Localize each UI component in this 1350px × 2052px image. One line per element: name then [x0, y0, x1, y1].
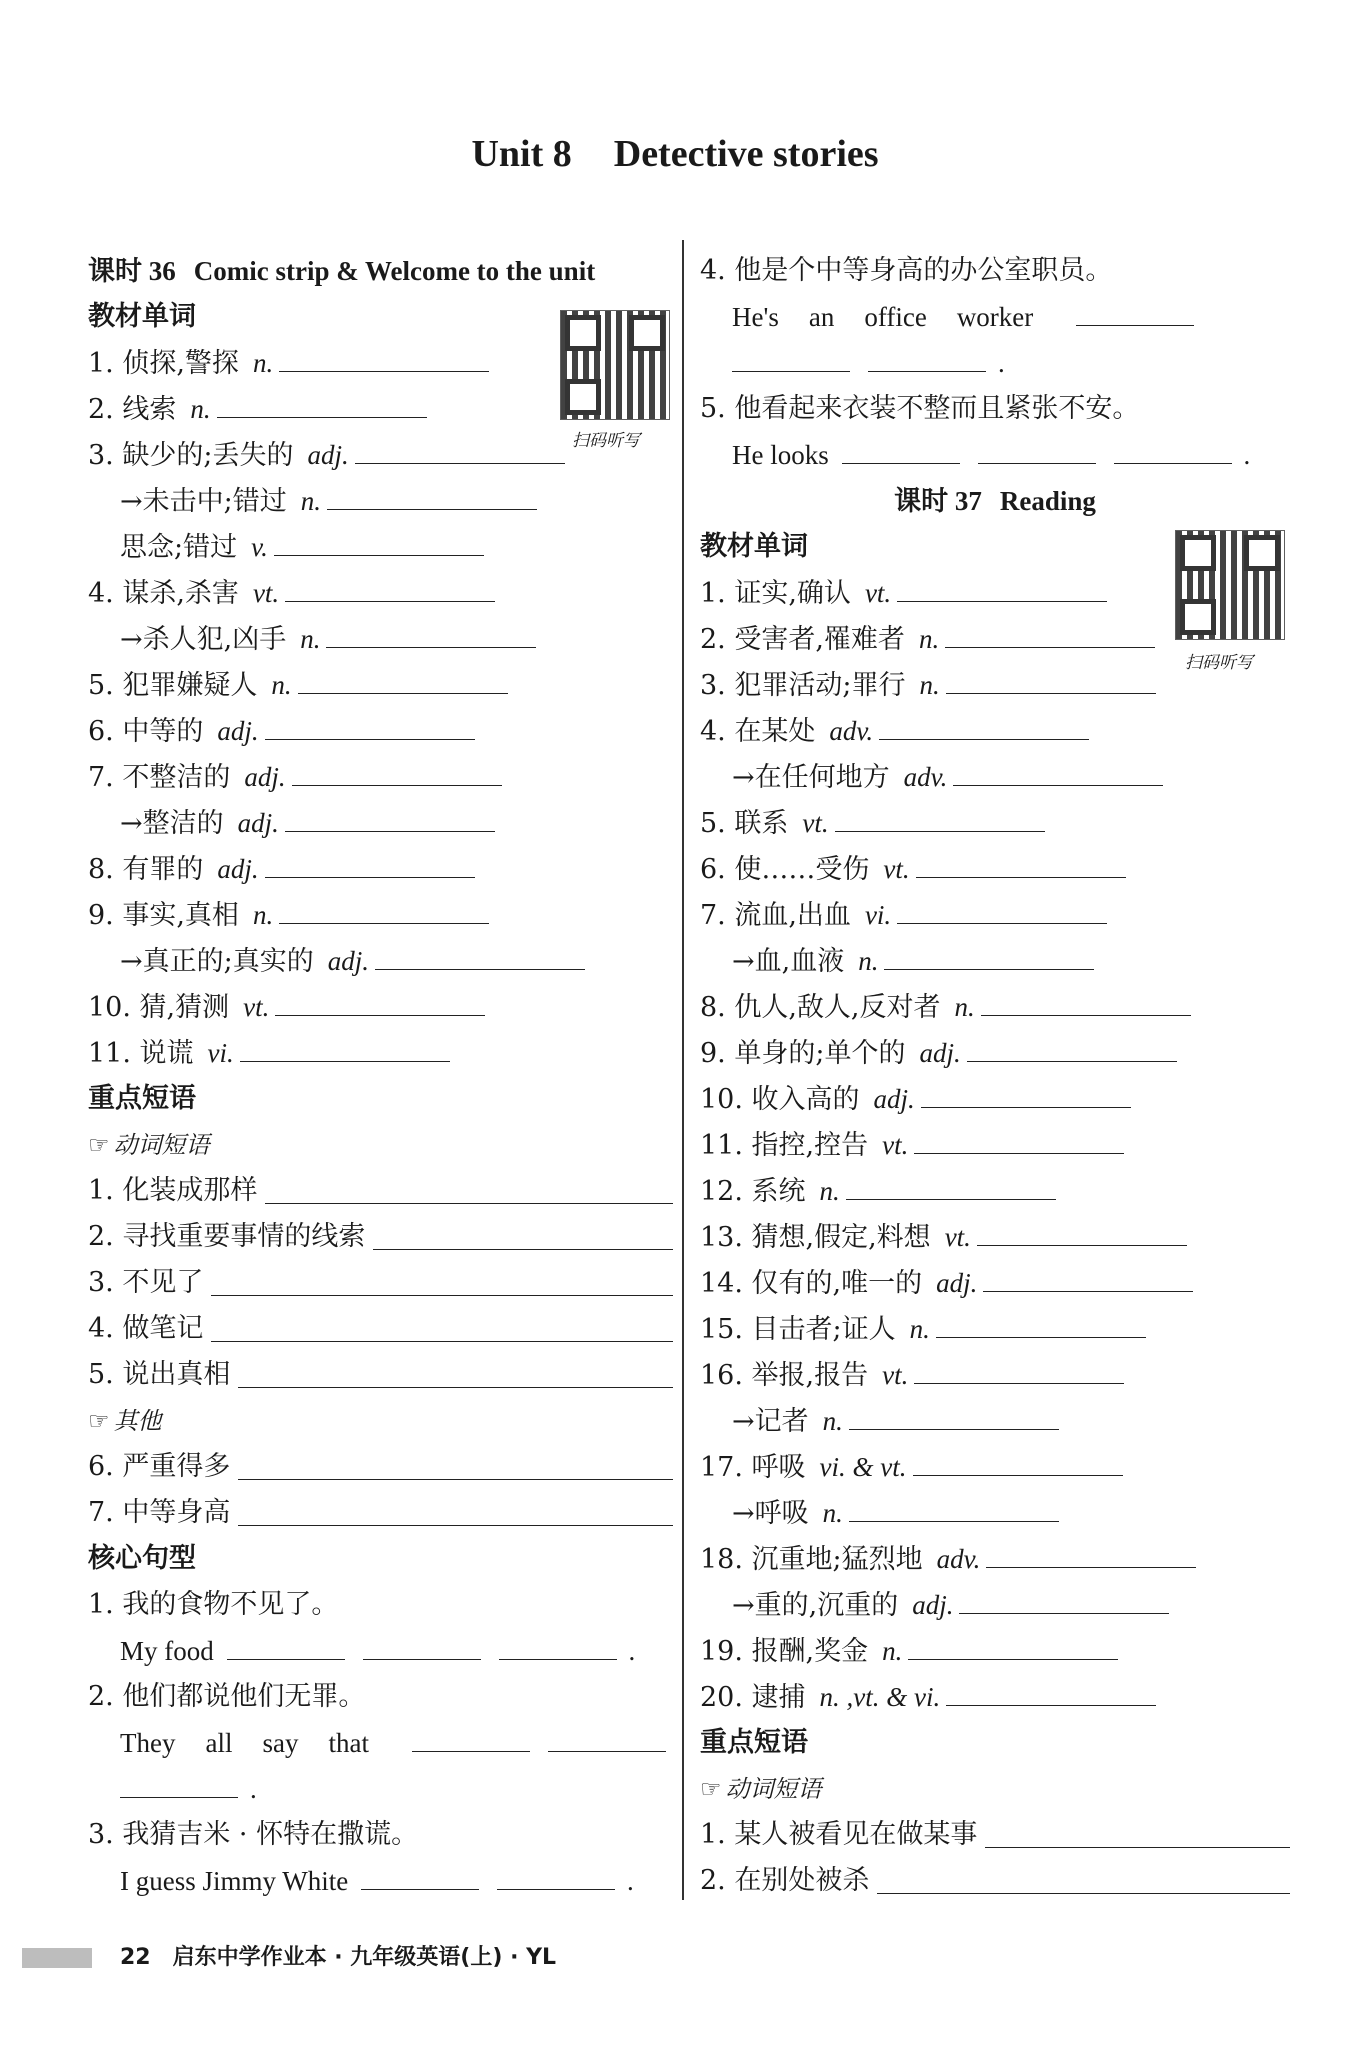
word-item [88, 800, 673, 846]
answer-blank[interactable] [373, 1249, 673, 1250]
part-of-speech: adv. [829, 716, 874, 746]
word-item [88, 570, 673, 616]
answer-blank[interactable] [879, 709, 1089, 740]
part-of-speech: n. [919, 670, 940, 700]
word-item [700, 1352, 1290, 1398]
book-title: 启东中学作业本 · 九年级英语(上) · YL [172, 1945, 557, 1970]
answer-blank[interactable] [211, 1341, 673, 1342]
phrase-list-37 [700, 1812, 1290, 1904]
subsection-verb-phrases: ☞ 动词短语 [88, 1131, 210, 1159]
part-of-speech: n. [918, 624, 940, 654]
answer-blank[interactable] [985, 1847, 1290, 1848]
phrase-item [700, 1858, 1290, 1904]
phrase-item [700, 1812, 1290, 1858]
answer-blank[interactable] [913, 1445, 1123, 1476]
part-of-speech: vt. [883, 854, 910, 884]
part-of-speech: adj. [873, 1084, 915, 1114]
answer-blank[interactable] [946, 663, 1156, 694]
section-textbook-words: 教材单词 [88, 301, 196, 332]
word-item [88, 892, 673, 938]
part-of-speech: n. [882, 1636, 903, 1666]
word-meaning: 18. 沉重地;猛烈地 [700, 1544, 923, 1575]
phrase-item [88, 1168, 673, 1214]
part-of-speech: vt. [252, 578, 280, 608]
word-item [88, 984, 673, 1030]
word-item [700, 1628, 1290, 1674]
sentence-5-en: He looks . [700, 432, 1290, 478]
word-item [700, 754, 1290, 800]
part-of-speech: n. [300, 486, 321, 516]
answer-blank[interactable] [548, 1721, 666, 1752]
answer-blank[interactable] [897, 571, 1107, 602]
word-meaning: →重的,沉重的 [732, 1590, 899, 1621]
word-meaning: 7. 不整洁的 [88, 762, 231, 793]
section-key-phrases: 重点短语 [700, 1727, 808, 1758]
sentence-2-en: They all say that [88, 1720, 673, 1766]
lesson-36-heading: 课时 36 Comic strip & Welcome to the unit [88, 256, 596, 286]
answer-blank[interactable] [238, 1479, 673, 1480]
part-of-speech: n. [822, 1498, 843, 1528]
word-item [88, 478, 673, 524]
answer-blank[interactable] [978, 433, 1096, 464]
answer-blank[interactable] [849, 1399, 1059, 1430]
word-meaning: 思念;错过 [120, 532, 238, 563]
part-of-speech: vi. [864, 900, 892, 930]
answer-blank[interactable] [279, 341, 489, 372]
answer-blank[interactable] [846, 1169, 1056, 1200]
sentence-1-cn: 1. 我的食物不见了。 [88, 1589, 339, 1620]
word-meaning: 3. 犯罪活动;罪行 [700, 670, 906, 701]
answer-blank[interactable] [732, 341, 850, 372]
answer-blank[interactable] [877, 1893, 1290, 1894]
word-item [700, 984, 1290, 1030]
section-textbook-words: 教材单词 [700, 531, 808, 562]
word-meaning: 12. 系统 [700, 1176, 806, 1207]
word-item [700, 1214, 1290, 1260]
word-meaning: 6. 使……受伤 [700, 854, 870, 885]
answer-blank[interactable] [292, 755, 502, 786]
word-item [88, 1030, 673, 1076]
part-of-speech: n. ,vt. & vi. [819, 1682, 941, 1712]
word-item [700, 1306, 1290, 1352]
part-of-speech: n. [252, 348, 274, 378]
answer-blank[interactable] [967, 1031, 1177, 1062]
answer-blank[interactable] [240, 1031, 450, 1062]
answer-blank[interactable] [914, 1123, 1124, 1154]
part-of-speech: vi. & vt. [819, 1452, 907, 1482]
answer-blank[interactable] [361, 1859, 479, 1890]
word-item [88, 708, 673, 754]
phrase-item [88, 1352, 673, 1398]
sentence-4-en-cont: . [700, 340, 1290, 386]
answer-blank[interactable] [835, 801, 1045, 832]
phrase-item [88, 1214, 673, 1260]
word-item [88, 616, 673, 662]
answer-blank[interactable] [499, 1629, 617, 1660]
word-meaning: 3. 缺少的;丢失的 [88, 440, 294, 471]
word-meaning: 9. 单身的;单个的 [700, 1038, 906, 1069]
word-item [700, 1168, 1290, 1214]
answer-blank[interactable] [275, 985, 485, 1016]
answer-blank[interactable] [227, 1629, 345, 1660]
qr-caption: 扫码听写 [572, 431, 640, 451]
answer-blank[interactable] [983, 1261, 1193, 1292]
pointing-hand-icon: ☞ [700, 1775, 722, 1803]
answer-blank[interactable] [936, 1307, 1146, 1338]
sentence-4-cn: 4. 他是个中等身高的办公室职员。 [700, 255, 1113, 286]
word-meaning: 8. 仇人,敌人,反对者 [700, 992, 941, 1023]
phrase-item [88, 1490, 673, 1536]
word-item [700, 708, 1290, 754]
word-meaning: 13. 猜想,假定,料想 [700, 1222, 931, 1253]
answer-blank[interactable] [884, 939, 1094, 970]
word-meaning: 9. 事实,真相 [88, 900, 239, 931]
word-meaning: →呼吸 [732, 1498, 809, 1529]
sentence-2-en-cont: . [88, 1766, 673, 1812]
word-meaning: 7. 流血,出血 [700, 900, 851, 931]
answer-blank[interactable] [265, 1203, 673, 1204]
word-meaning: →血,血液 [732, 946, 845, 977]
part-of-speech: adj. [237, 808, 279, 838]
answer-blank[interactable] [914, 1353, 1124, 1384]
answer-blank[interactable] [986, 1537, 1196, 1568]
page-number: 22 [120, 1945, 151, 1970]
phrase-text: 3. 不见了 [88, 1267, 204, 1298]
answer-blank[interactable] [1076, 295, 1194, 326]
word-item [700, 892, 1290, 938]
lesson-37-heading: 课时 37 Reading [894, 486, 1096, 516]
column-divider [682, 240, 684, 1900]
answer-blank[interactable] [274, 525, 484, 556]
word-meaning: →记者 [732, 1406, 809, 1437]
phrase-text: 1. 某人被看见在做某事 [700, 1819, 978, 1850]
qr-caption: 扫码听写 [1185, 653, 1253, 673]
answer-blank[interactable] [849, 1491, 1059, 1522]
part-of-speech: adj. [307, 440, 349, 470]
answer-blank[interactable] [327, 479, 537, 510]
word-item [88, 846, 673, 892]
sentence-1-en: My food . [88, 1628, 673, 1674]
answer-blank[interactable] [265, 847, 475, 878]
word-meaning: 2. 线索 [88, 394, 177, 425]
section-key-phrases: 重点短语 [88, 1083, 196, 1114]
answer-blank[interactable] [217, 387, 427, 418]
word-meaning: →未击中;错过 [120, 486, 287, 517]
answer-blank[interactable] [908, 1629, 1118, 1660]
phrase-list-other [88, 1444, 673, 1536]
answer-blank[interactable] [355, 433, 565, 464]
word-list-37 [700, 570, 1290, 1720]
part-of-speech: adj. [912, 1590, 954, 1620]
answer-blank[interactable] [238, 1387, 673, 1388]
word-item [700, 1536, 1290, 1582]
answer-blank[interactable] [497, 1859, 615, 1890]
word-meaning: 19. 报酬,奖金 [700, 1636, 869, 1667]
left-column [88, 248, 673, 1904]
sentence-3-cn: 3. 我猜吉米 · 怀特在撒谎。 [88, 1819, 419, 1850]
word-meaning: →在任何地方 [732, 762, 890, 793]
pointing-hand-icon: ☞ [88, 1131, 110, 1159]
word-meaning: 10. 收入高的 [700, 1084, 860, 1115]
answer-blank[interactable] [120, 1767, 238, 1798]
phrase-text: 6. 严重得多 [88, 1451, 231, 1482]
answer-blank[interactable] [375, 939, 585, 970]
word-meaning: →整洁的 [120, 808, 224, 839]
unit-number: Unit 8 [471, 133, 572, 175]
phrase-item [88, 1444, 673, 1490]
answer-blank[interactable] [868, 341, 986, 372]
word-item [88, 754, 673, 800]
answer-blank[interactable] [921, 1077, 1131, 1108]
answer-blank[interactable] [959, 1583, 1169, 1614]
word-item [88, 524, 673, 570]
word-meaning: 1. 证实,确认 [700, 578, 851, 609]
pointing-hand-icon: ☞ [88, 1407, 110, 1435]
word-meaning: 10. 猜,猜测 [88, 992, 230, 1023]
qr-code-icon[interactable] [560, 310, 670, 420]
answer-blank[interactable] [946, 1675, 1156, 1706]
word-meaning: 2. 受害者,罹难者 [700, 624, 905, 655]
phrase-list-verb [88, 1168, 673, 1398]
word-meaning: →杀人犯,凶手 [120, 624, 287, 655]
word-item [88, 938, 673, 984]
word-item [700, 1398, 1290, 1444]
section-core-sentences: 核心句型 [88, 1543, 196, 1574]
answer-blank[interactable] [238, 1525, 673, 1526]
word-meaning: 20. 逮捕 [700, 1682, 806, 1713]
right-column [700, 248, 1290, 1904]
word-meaning: 5. 犯罪嫌疑人 [88, 670, 258, 701]
part-of-speech: adj. [936, 1268, 978, 1298]
word-meaning: 15. 目击者;证人 [700, 1314, 896, 1345]
part-of-speech: adj. [244, 762, 286, 792]
word-item [700, 1674, 1290, 1720]
answer-blank[interactable] [412, 1721, 530, 1752]
part-of-speech: adv. [936, 1544, 981, 1574]
answer-blank[interactable] [326, 617, 536, 648]
page-footer [22, 1940, 556, 1976]
word-meaning: 17. 呼吸 [700, 1452, 806, 1483]
qr-code-icon[interactable] [1175, 530, 1285, 640]
phrase-text: 1. 化装成那样 [88, 1175, 258, 1206]
phrase-text: 2. 寻找重要事情的线索 [88, 1221, 366, 1252]
part-of-speech: adj. [327, 946, 369, 976]
word-meaning: 4. 谋杀,杀害 [88, 578, 239, 609]
answer-blank[interactable] [842, 433, 960, 464]
word-item [88, 662, 673, 708]
part-of-speech: adj. [217, 854, 259, 884]
word-meaning: →真正的;真实的 [120, 946, 314, 977]
word-item [700, 1076, 1290, 1122]
answer-blank[interactable] [916, 847, 1126, 878]
part-of-speech: n. [819, 1176, 840, 1206]
answer-blank[interactable] [1114, 433, 1232, 464]
phrase-item [88, 1260, 673, 1306]
word-meaning: 11. 指控,控告 [700, 1130, 869, 1161]
word-meaning: 8. 有罪的 [88, 854, 204, 885]
word-meaning: 14. 仅有的,唯一的 [700, 1268, 923, 1299]
phrase-text: 5. 说出真相 [88, 1359, 231, 1390]
answer-blank[interactable] [953, 755, 1163, 786]
unit-name: Detective stories [613, 133, 879, 175]
page-title [0, 132, 1350, 176]
word-meaning: 11. 说谎 [88, 1038, 194, 1069]
phrase-text: 7. 中等身高 [88, 1497, 231, 1528]
part-of-speech: n. [909, 1314, 930, 1344]
sentence-2-cn: 2. 他们都说他们无罪。 [88, 1681, 366, 1712]
part-of-speech: vt. [944, 1222, 971, 1252]
sentence-4-en: He's an office worker [700, 294, 1290, 340]
word-meaning: 1. 侦探,警探 [88, 348, 239, 379]
part-of-speech: vt. [864, 578, 892, 608]
part-of-speech: adj. [217, 716, 259, 746]
word-item [700, 1122, 1290, 1168]
word-item [700, 1260, 1290, 1306]
word-item [700, 800, 1290, 846]
answer-blank[interactable] [279, 893, 489, 924]
answer-blank[interactable] [945, 617, 1155, 648]
word-meaning: 16. 举报,报告 [700, 1360, 869, 1391]
part-of-speech: vt. [882, 1130, 909, 1160]
part-of-speech: vt. [802, 808, 829, 838]
word-item [700, 938, 1290, 984]
part-of-speech: n. [190, 394, 211, 424]
answer-blank[interactable] [298, 663, 508, 694]
part-of-speech: n. [822, 1406, 843, 1436]
part-of-speech: n. [300, 624, 321, 654]
word-meaning: 5. 联系 [700, 808, 789, 839]
part-of-speech: n. [858, 946, 879, 976]
answer-blank[interactable] [265, 709, 475, 740]
part-of-speech: n. [252, 900, 274, 930]
word-item [700, 1030, 1290, 1076]
part-of-speech: vt. [882, 1360, 909, 1390]
part-of-speech: n. [954, 992, 975, 1022]
part-of-speech: vt. [243, 992, 270, 1022]
phrase-item [88, 1306, 673, 1352]
word-meaning: 4. 在某处 [700, 716, 816, 747]
sentence-5-cn: 5. 他看起来衣装不整而且紧张不安。 [700, 393, 1140, 424]
subsection-verb-phrases: ☞ 动词短语 [700, 1775, 822, 1803]
word-item [700, 1582, 1290, 1628]
word-meaning: 6. 中等的 [88, 716, 204, 747]
part-of-speech: n. [271, 670, 292, 700]
part-of-speech: v. [251, 532, 268, 562]
answer-blank[interactable] [211, 1295, 673, 1296]
answer-blank[interactable] [363, 1629, 481, 1660]
part-of-speech: vi. [207, 1038, 234, 1068]
word-item [700, 1444, 1290, 1490]
part-of-speech: adj. [919, 1038, 961, 1068]
answer-blank[interactable] [981, 985, 1191, 1016]
answer-blank[interactable] [897, 893, 1107, 924]
word-item [700, 1490, 1290, 1536]
phrase-text: 2. 在别处被杀 [700, 1865, 870, 1896]
part-of-speech: adv. [903, 762, 948, 792]
footer-bar [22, 1948, 92, 1968]
word-item [700, 846, 1290, 892]
answer-blank[interactable] [977, 1215, 1187, 1246]
phrase-text: 4. 做笔记 [88, 1313, 204, 1344]
subsection-other-phrases: ☞ 其他 [88, 1407, 162, 1435]
answer-blank[interactable] [285, 571, 495, 602]
answer-blank[interactable] [285, 801, 495, 832]
sentence-3-en: I guess Jimmy White . [88, 1858, 673, 1904]
